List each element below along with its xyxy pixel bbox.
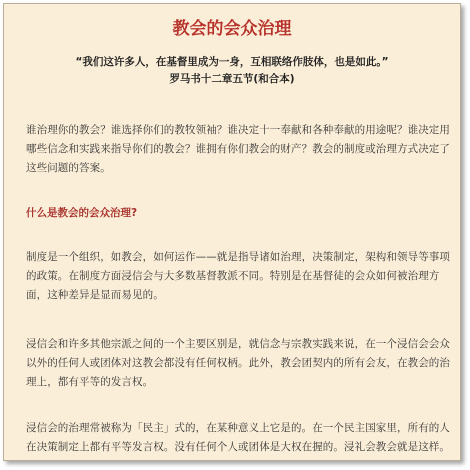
page-title: 教会的会众治理	[172, 19, 292, 39]
article-page	[3, 3, 461, 461]
section-heading: 什么是教会的会众治理?	[26, 207, 138, 219]
intro-paragraph: 谁治理你的教会？谁选择你们的教牧领袖？谁决定十一奉献和各种奉献的用途呢？谁决定用哪些信念和实践来指导你们的教会？谁拥有你们教会的财产？教会的制度或治理方式决定了这些问题的答案。	[26, 124, 450, 174]
scripture-quote: “我们这许多人，在基督里成为一身，互相联络作肢体，也是如此。”	[75, 56, 389, 68]
body-paragraph: 制度是一个组织，如教会，如何运作——就是指导诸如治理，决策制定，架构和领导等事项的政策。在制度方面浸信会与大多数基督教派不同。特别是在基督徒的会众如何被治理方面，这种差异是显而易见的。	[26, 251, 450, 301]
body-paragraph: 浸信会和许多其他宗派之间的一个主要区别是，就信念与宗教实践来说，在一个浸信会会众以外的任何人或团体对这教会都没有任何权柄。此外，教会团契内的所有会友，在教会的治理上，都有平等的发言权。	[26, 338, 450, 388]
body-paragraph: 浸信会的治理常被称为「民主」式的，在某种意义上它是的。在一个民主国家里，所有的人在决策制定上都有平等发言权。没有任何个人或团体是大权在握的。浸礼会教会就是这样。	[26, 422, 450, 453]
scripture-reference: 罗马书十二章五节(和合本)	[169, 73, 295, 85]
